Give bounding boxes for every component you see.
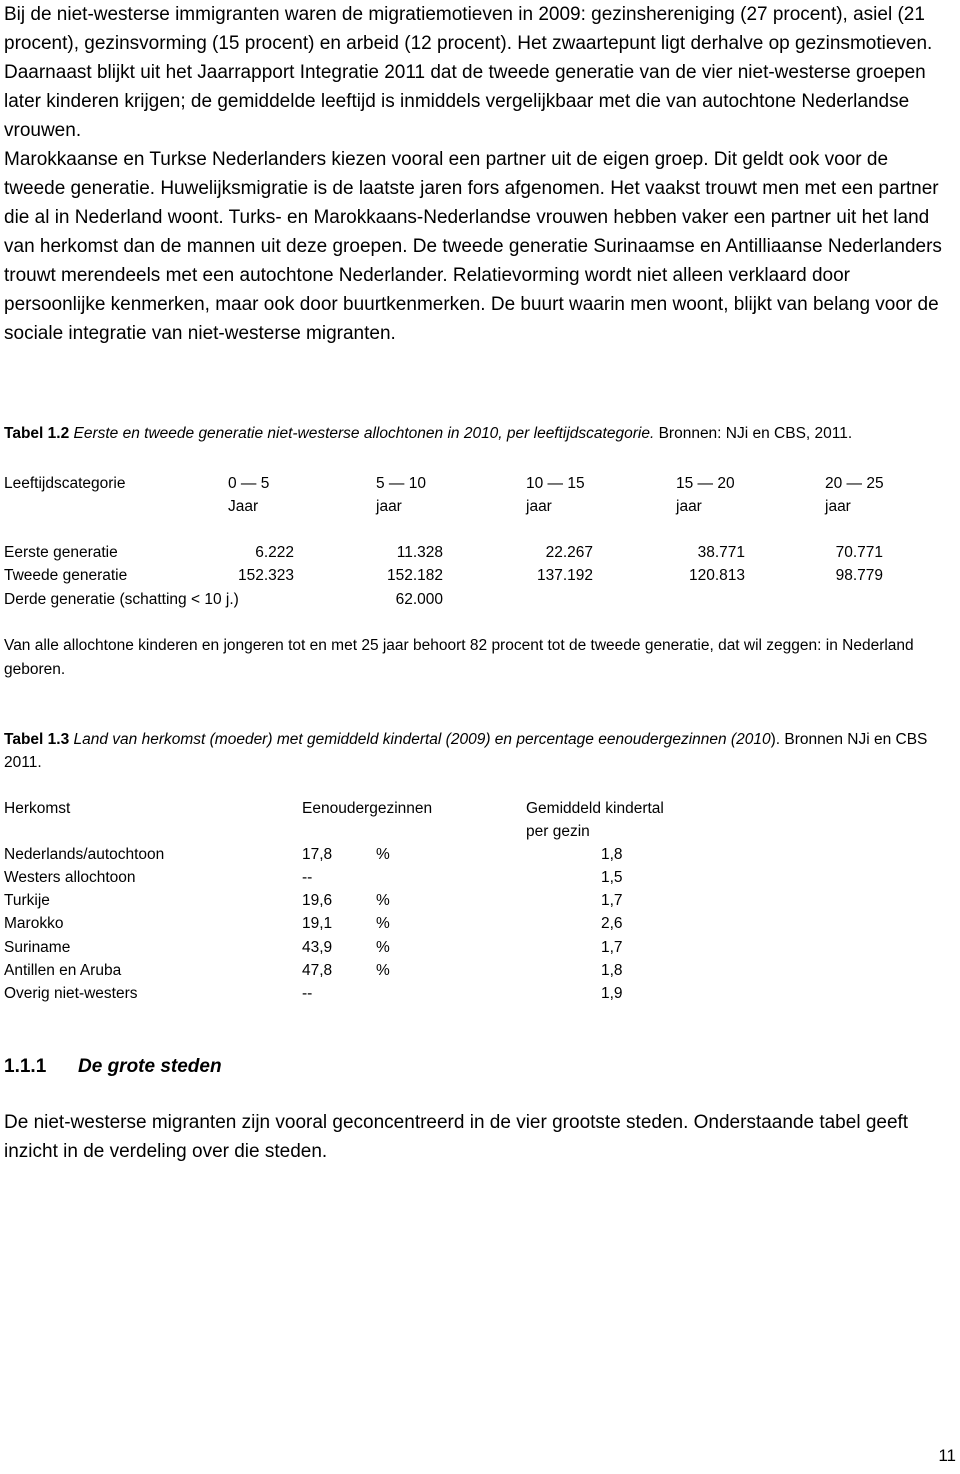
table-row [4, 936, 954, 959]
row-label: Westers allochtoon [4, 869, 136, 886]
header-range-3: 15 — 20 [676, 475, 735, 492]
section-text: De niet-westerse migranten zijn vooral geconcentreerd in de vier grootste steden. Onderstaande tabel geeft inzicht in de verdeling over die steden. [4, 1112, 909, 1162]
row-label: Marokko [4, 915, 64, 932]
header-herkomst: Herkomst [4, 800, 71, 817]
cell-kids: 1,9 [601, 985, 623, 1002]
table-1-3-header [4, 797, 954, 820]
cell-pct: 43,9 [302, 939, 333, 956]
table-1-2-header-ranges [4, 472, 954, 495]
cell-value: 98.779 [835, 567, 883, 584]
cell-pct: -- [302, 869, 313, 886]
cell-value: 62.000 [395, 591, 443, 608]
section-heading [4, 1053, 222, 1081]
cell-pct-sign: % [376, 939, 390, 956]
row-label: Derde generatie (schatting < 10 j.) [4, 591, 239, 608]
table-1-3-header-2 [4, 820, 954, 843]
cell-value: 70.771 [835, 544, 883, 561]
section-number: 1.1.1 [4, 1056, 47, 1077]
row-label: Tweede generatie [4, 567, 128, 584]
cell-pct: 17,8 [302, 846, 333, 863]
table-1-3-caption [4, 728, 954, 774]
header-unit-2: jaar [526, 498, 552, 515]
cell-kids: 1,7 [601, 892, 623, 909]
table-1-2-caption [4, 422, 954, 445]
table-1-2-source: Bronnen: NJi en CBS, 2011. [658, 425, 853, 442]
cell-kids: 1,7 [601, 939, 623, 956]
row-label: Antillen en Aruba [4, 962, 122, 979]
cell-pct-sign: % [376, 846, 390, 863]
intro-paragraph-1: Bij de niet-westerse immigranten waren de migratiemotieven in 2009: gezinshereniging (27 procent), asiel (21 procent), gezinsvorming (15 procent) en arbeid (12 procent). Het zwaartepunt ligt derhalve op gezinsmotieven. [4, 4, 933, 54]
cell-value: 22.267 [545, 544, 593, 561]
header-range-2: 10 — 15 [526, 475, 585, 492]
header-range-1: 5 — 10 [376, 475, 426, 492]
table-1-3-source: Bronnen NJi en CBS 2011. [4, 731, 928, 771]
table-1-2-label: Tabel 1.2 [4, 425, 70, 442]
cell-value: 120.813 [688, 567, 745, 584]
cell-pct: 19,6 [302, 892, 333, 909]
table-1-2-note: Van alle allochtone kinderen en jongeren tot en met 25 jaar behoort 82 procent tot de tweede generatie, dat wil zeggen: in Nederland geboren. [4, 637, 914, 678]
cell-value: 11.328 [396, 544, 443, 561]
cell-kids: 1,8 [601, 962, 623, 979]
cell-value: 6.222 [255, 544, 294, 561]
intro-paragraph-3: Marokkaanse en Turkse Nederlanders kiezen vooral een partner uit de eigen groep. Dit geldt ook voor de tweede generatie. Huwelijksmigratie is de laatste jaren fors afgenomen. Het vaakst trouwt men met een partner die al in Nederland woont. Turks- en Marokkaans-Nederlandse vrouwen hebben vaker een partner uit het land van herkomst dan de mannen uit deze groepen. De tweede generatie Surinaamse en Antilliaanse Nederlanders trouwt merendeels met een autochtone Nederlander. Relatievorming wordt niet alleen verklaard door persoonlijke kenmerken, maar ook door buurtkenmerken. De buurt waarin men woont, blijkt van belang voor de sociale integratie van niet-westerse migranten. [4, 149, 942, 344]
intro-text [4, 0, 954, 348]
row-label: Suriname [4, 939, 71, 956]
table-1-3-title: Land van herkomst (moeder) met gemiddeld kindertal (2009) en percentage eenoudergezinnen (2010 [73, 731, 771, 748]
header-range-4: 20 — 25 [825, 475, 884, 492]
cell-value: 38.771 [697, 544, 745, 561]
cell-pct: 47,8 [302, 962, 333, 979]
table-row [4, 588, 954, 611]
cell-pct: 19,1 [302, 915, 333, 932]
row-label: Nederlands/autochtoon [4, 846, 165, 863]
header-unit-0: Jaar [228, 498, 259, 515]
row-label: Eerste generatie [4, 544, 118, 561]
row-label: Overig niet-westers [4, 985, 138, 1002]
cell-value: 152.182 [386, 567, 443, 584]
header-kindertal: Gemiddeld kindertal [526, 800, 664, 817]
table-row [4, 959, 954, 982]
table-row [4, 866, 954, 889]
table-row [4, 912, 954, 935]
cell-pct-sign: % [376, 962, 390, 979]
header-range-0: 0 — 5 [228, 475, 270, 492]
header-unit-4: jaar [825, 498, 851, 515]
table-1-2-title: Eerste en tweede generatie niet-westerse allochtonen in 2010, per leeftijdscategorie. [73, 425, 655, 442]
cell-pct-sign: % [376, 892, 390, 909]
table-row [4, 889, 954, 912]
table-1-3-label: Tabel 1.3 [4, 731, 70, 748]
section-title: De grote steden [78, 1056, 222, 1077]
header-eenoudergezinnen: Eenoudergezinnen [302, 800, 433, 817]
cell-pct-sign: % [376, 915, 390, 932]
intro-paragraph-2: Daarnaast blijkt uit het Jaarrapport Integratie 2011 dat de tweede generatie van de vier niet-westerse groepen later kinderen krijgen; de gemiddelde leeftijd is inmiddels vergelijkbaar met die van autochtone Nederlandse vrouwen. [4, 62, 926, 141]
table-row [4, 564, 954, 587]
page-number: 11 [938, 1446, 956, 1465]
cell-kids: 1,8 [601, 846, 623, 863]
cell-kids: 1,5 [601, 869, 623, 886]
cell-value: 137.192 [536, 567, 593, 584]
table-row [4, 541, 954, 564]
row-label: Turkije [4, 892, 50, 909]
header-kindertal-sub: per gezin [526, 823, 590, 840]
table-1-3-title-end: ). [770, 731, 781, 748]
table-row [4, 843, 954, 866]
header-leeftijdscategorie: Leeftijdscategorie [4, 475, 126, 492]
table-row [4, 982, 954, 1005]
cell-value: 152.323 [237, 567, 294, 584]
header-unit-1: jaar [376, 498, 402, 515]
cell-pct: -- [302, 985, 313, 1002]
header-unit-3: jaar [676, 498, 702, 515]
cell-kids: 2,6 [601, 915, 623, 932]
table-1-2-header-units [4, 495, 954, 518]
